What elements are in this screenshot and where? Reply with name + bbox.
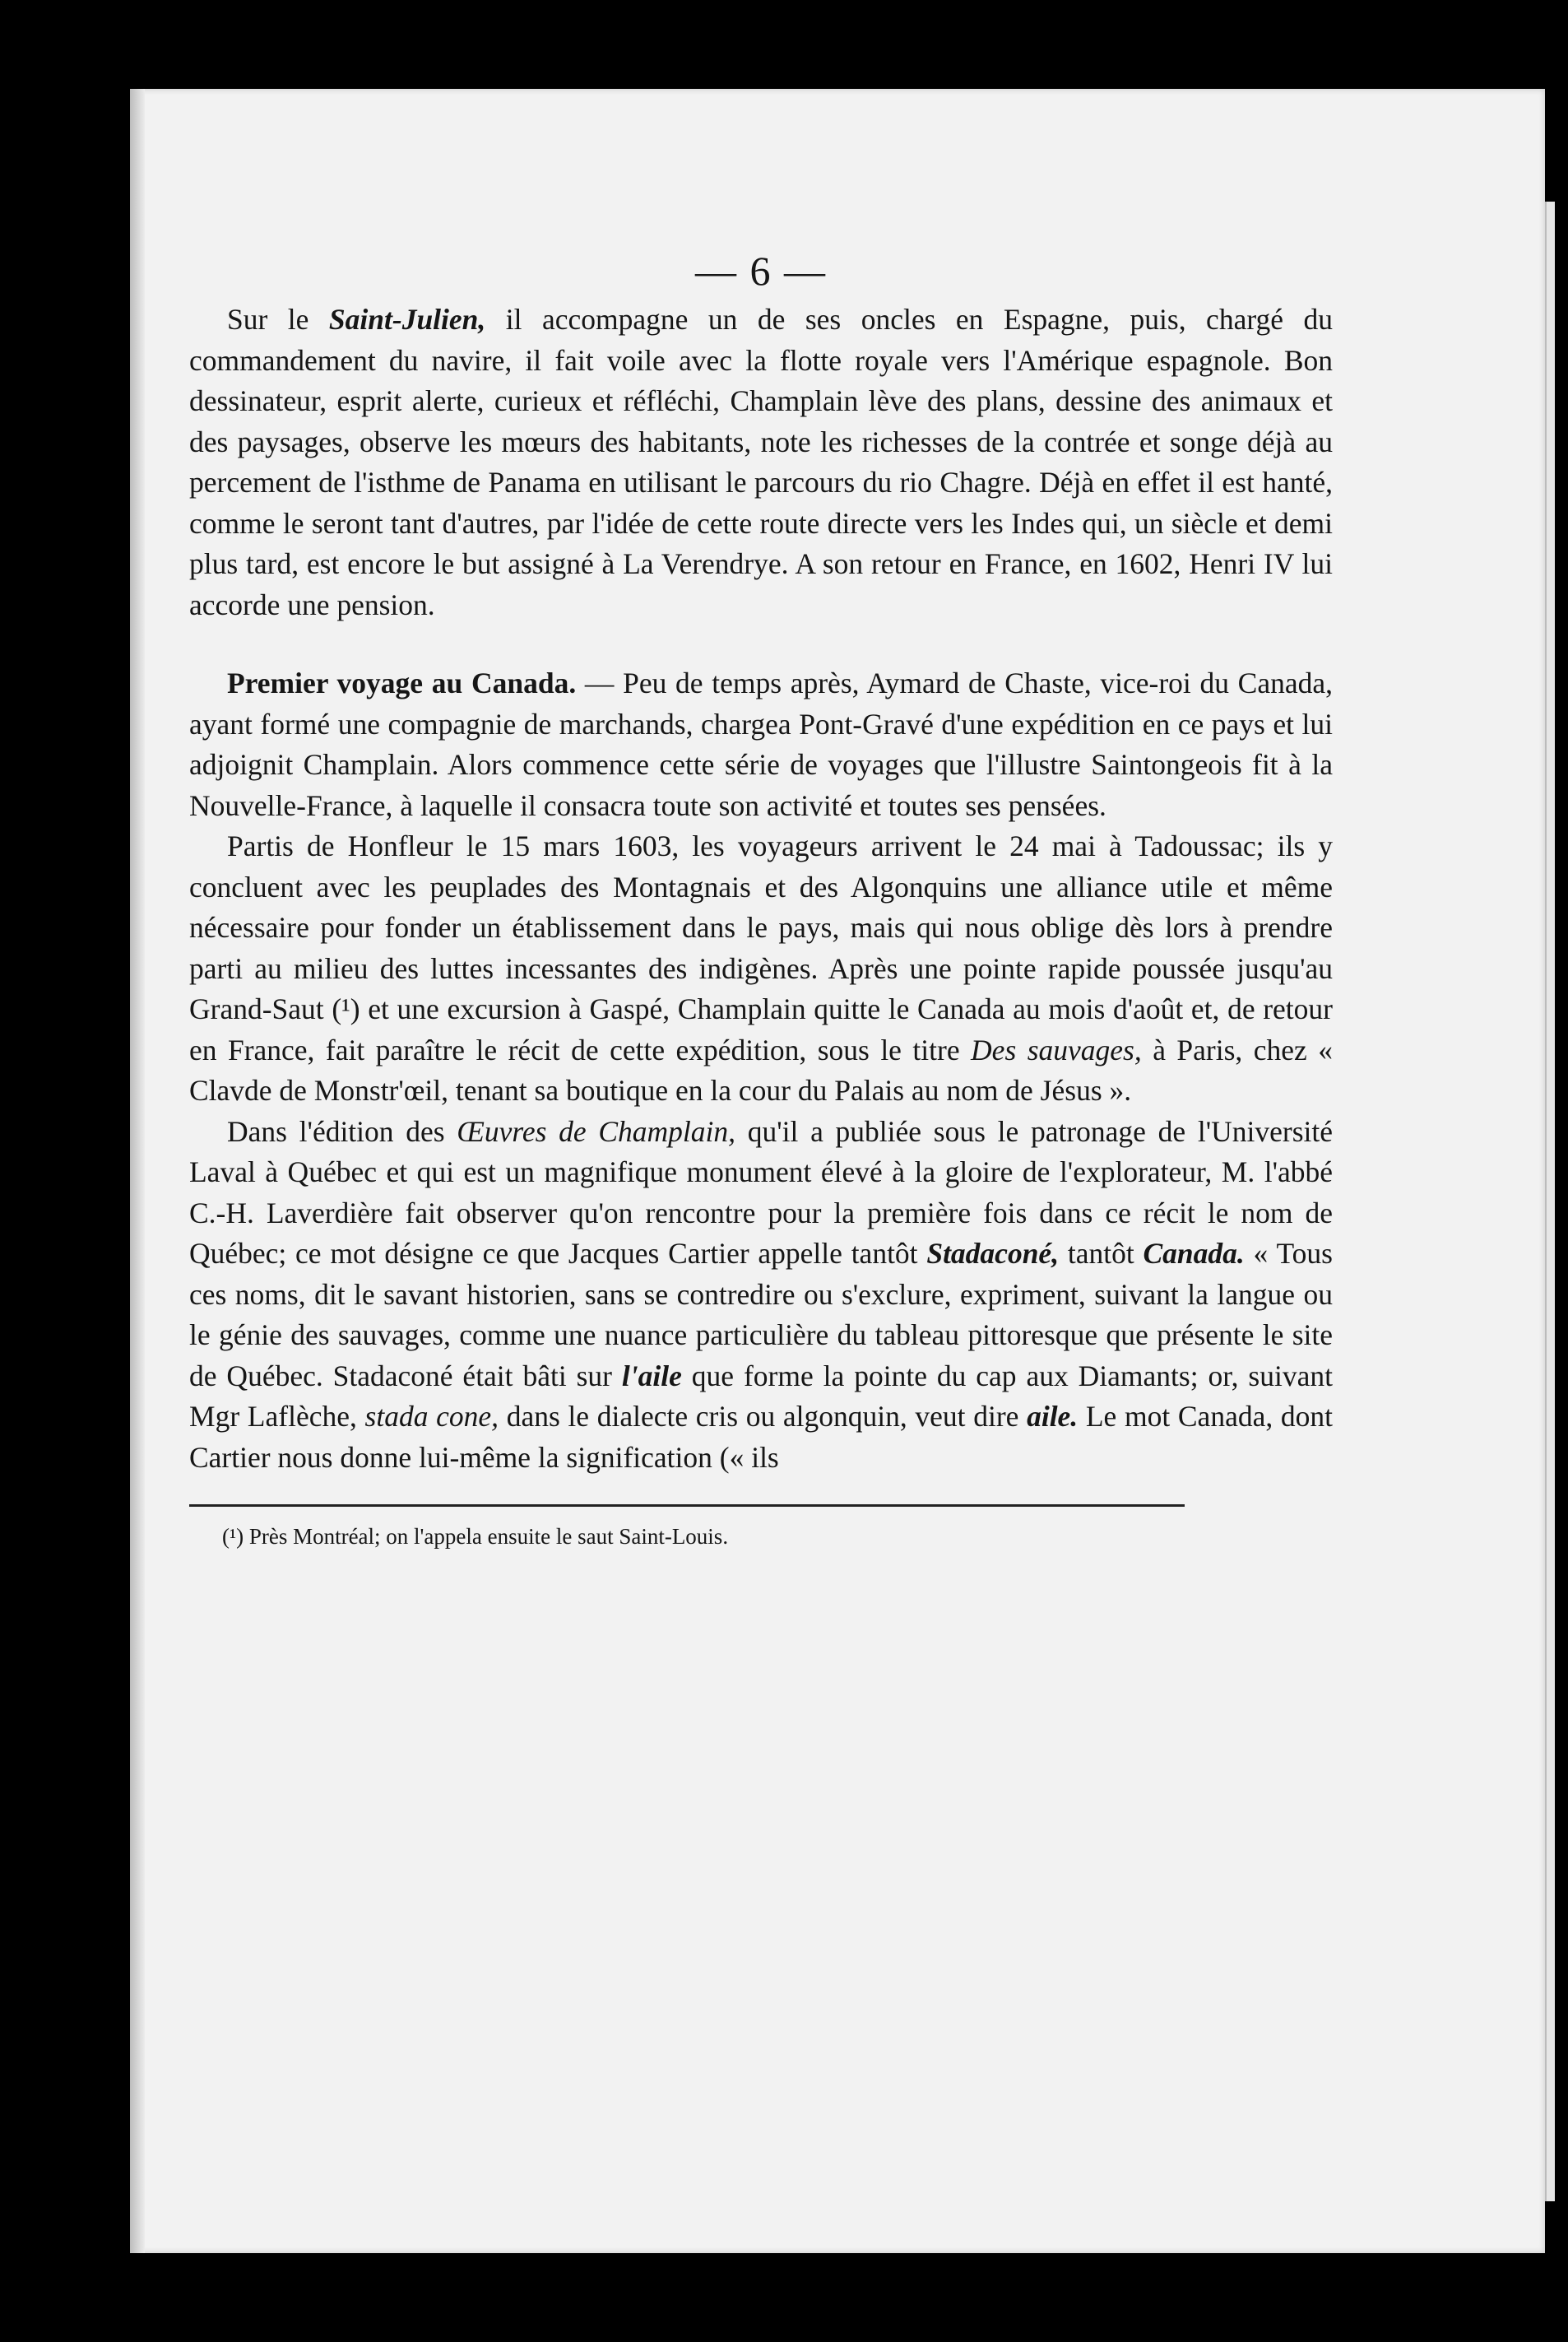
italic-word: stada cone, — [364, 1400, 499, 1433]
next-page-edge — [1545, 202, 1555, 2201]
book-title: Des sauvages, — [971, 1033, 1142, 1066]
italic-word: l'aile — [621, 1359, 682, 1392]
paragraph-honfleur: Partis de Honfleur le 15 mars 1603, les voyageurs arrivent le 24 mai à Tadoussac; ils y concluent avec les peuplades des Montagnais et des Algonquins une alliance utile et même nécessaire pour fonder un établissement dans le pays, mais qui nous oblige dès lors à prendre parti au milieu des luttes incessantes des indigènes. Après une pointe rapide poussée jusqu'au Grand-Saut (¹) et une excursion à Gaspé, Champlain quitte le Canada au mois d'août et, de retour en France, fait paraître le récit de cette expédition, sous le titre Des sauvages, à Paris, chez « Clavde de Monstr'œil, tenant sa boutique en la cour du Palais au nom de Jésus ». — [189, 829, 1334, 1107]
book-title: Œuvres de Champlain, — [457, 1114, 736, 1148]
italic-word: Canada. — [1143, 1237, 1245, 1270]
page-left-edge — [130, 89, 145, 2253]
italic-word: aile. — [1027, 1400, 1079, 1433]
footnote-text: Près Montréal; on l'appela ensuite le saut Saint-Louis. — [244, 1524, 729, 1549]
page-content — [189, 247, 1333, 1551]
page-number: — 6 — — [695, 248, 827, 294]
footnote — [189, 1522, 1333, 1551]
paragraph-saint-julien: Sur le Saint-Julien, il accompagne un de ses oncles en Espagne, puis, chargé du commandement du navire, il fait voile avec la flotte royale vers l'Amérique espagnole. Bon dessinateur, esprit alerte, curieux et réfléchi, Champlain lève des plans, dessine des animaux et des paysages, observe les mœurs des habitants, note les richesses de la contrée et songe déjà au percement de l'isthme de Panama en utilisant le parcours du rio Chagre. Déjà en effet il est hanté, comme le seront tant d'autres, par l'idée de cette route directe vers les Indes qui, un siècle et demi plus tard, est encore le but assigné à La Verendrye. A son retour en France, en 1602, Henri IV lui accorde une pension. — [189, 303, 1333, 621]
italic-word: Stadaconé, — [926, 1237, 1060, 1270]
footnote-reference: (¹) — [332, 992, 360, 1025]
paragraph-premier-voyage: Premier voyage au Canada. — Peu de temps après, Aymard de Chaste, vice-roi du Canada, ayant formé une compagnie de marchands, chargea Pont-Gravé d'une expédition en ce pays et lui adjoignit Champlain. Alors commence cette série de voyages que l'illustre Saintongeois fit à la Nouvelle-France, à laquelle il consacra toute son activité et toutes ses pensées. — [189, 667, 1333, 822]
ship-name: Saint-Julien, — [328, 303, 486, 336]
paragraph-oeuvres: Dans l'édition des Œuvres de Champlain, qu'il a publiée sous le patronage de l'Université Laval à Québec et qui est un magnifique monument élevé à la gloire de l'explorateur, M. l'abbé C.-H. Laverdière fait observer qu'on rencontre pour la première fois dans ce récit le nom de Québec; ce mot désigne ce que Jacques Cartier appelle tantôt Stadaconé, tantôt Canada. « Tous ces noms, dit le savant historien, sans se contredire ou s'exclure, expriment, suivant la langue ou le génie des sauvages, comme une nuance particulière du tableau pittoresque que présente le site de Québec. Stadaconé était bâti sur l'aile que forme la pointe du cap aux Diamants; or, suivant Mgr Laflèche, stada cone, dans le dialecte cris ou algonquin, veut dire aile. Le mot Canada, dont Cartier nous donne lui-même la signification (« ils — [189, 1114, 1333, 1474]
section-heading: Premier voyage au Canada. — [227, 667, 577, 699]
footnote-divider — [189, 1504, 1185, 1507]
footnote-marker: (¹) — [222, 1524, 244, 1549]
